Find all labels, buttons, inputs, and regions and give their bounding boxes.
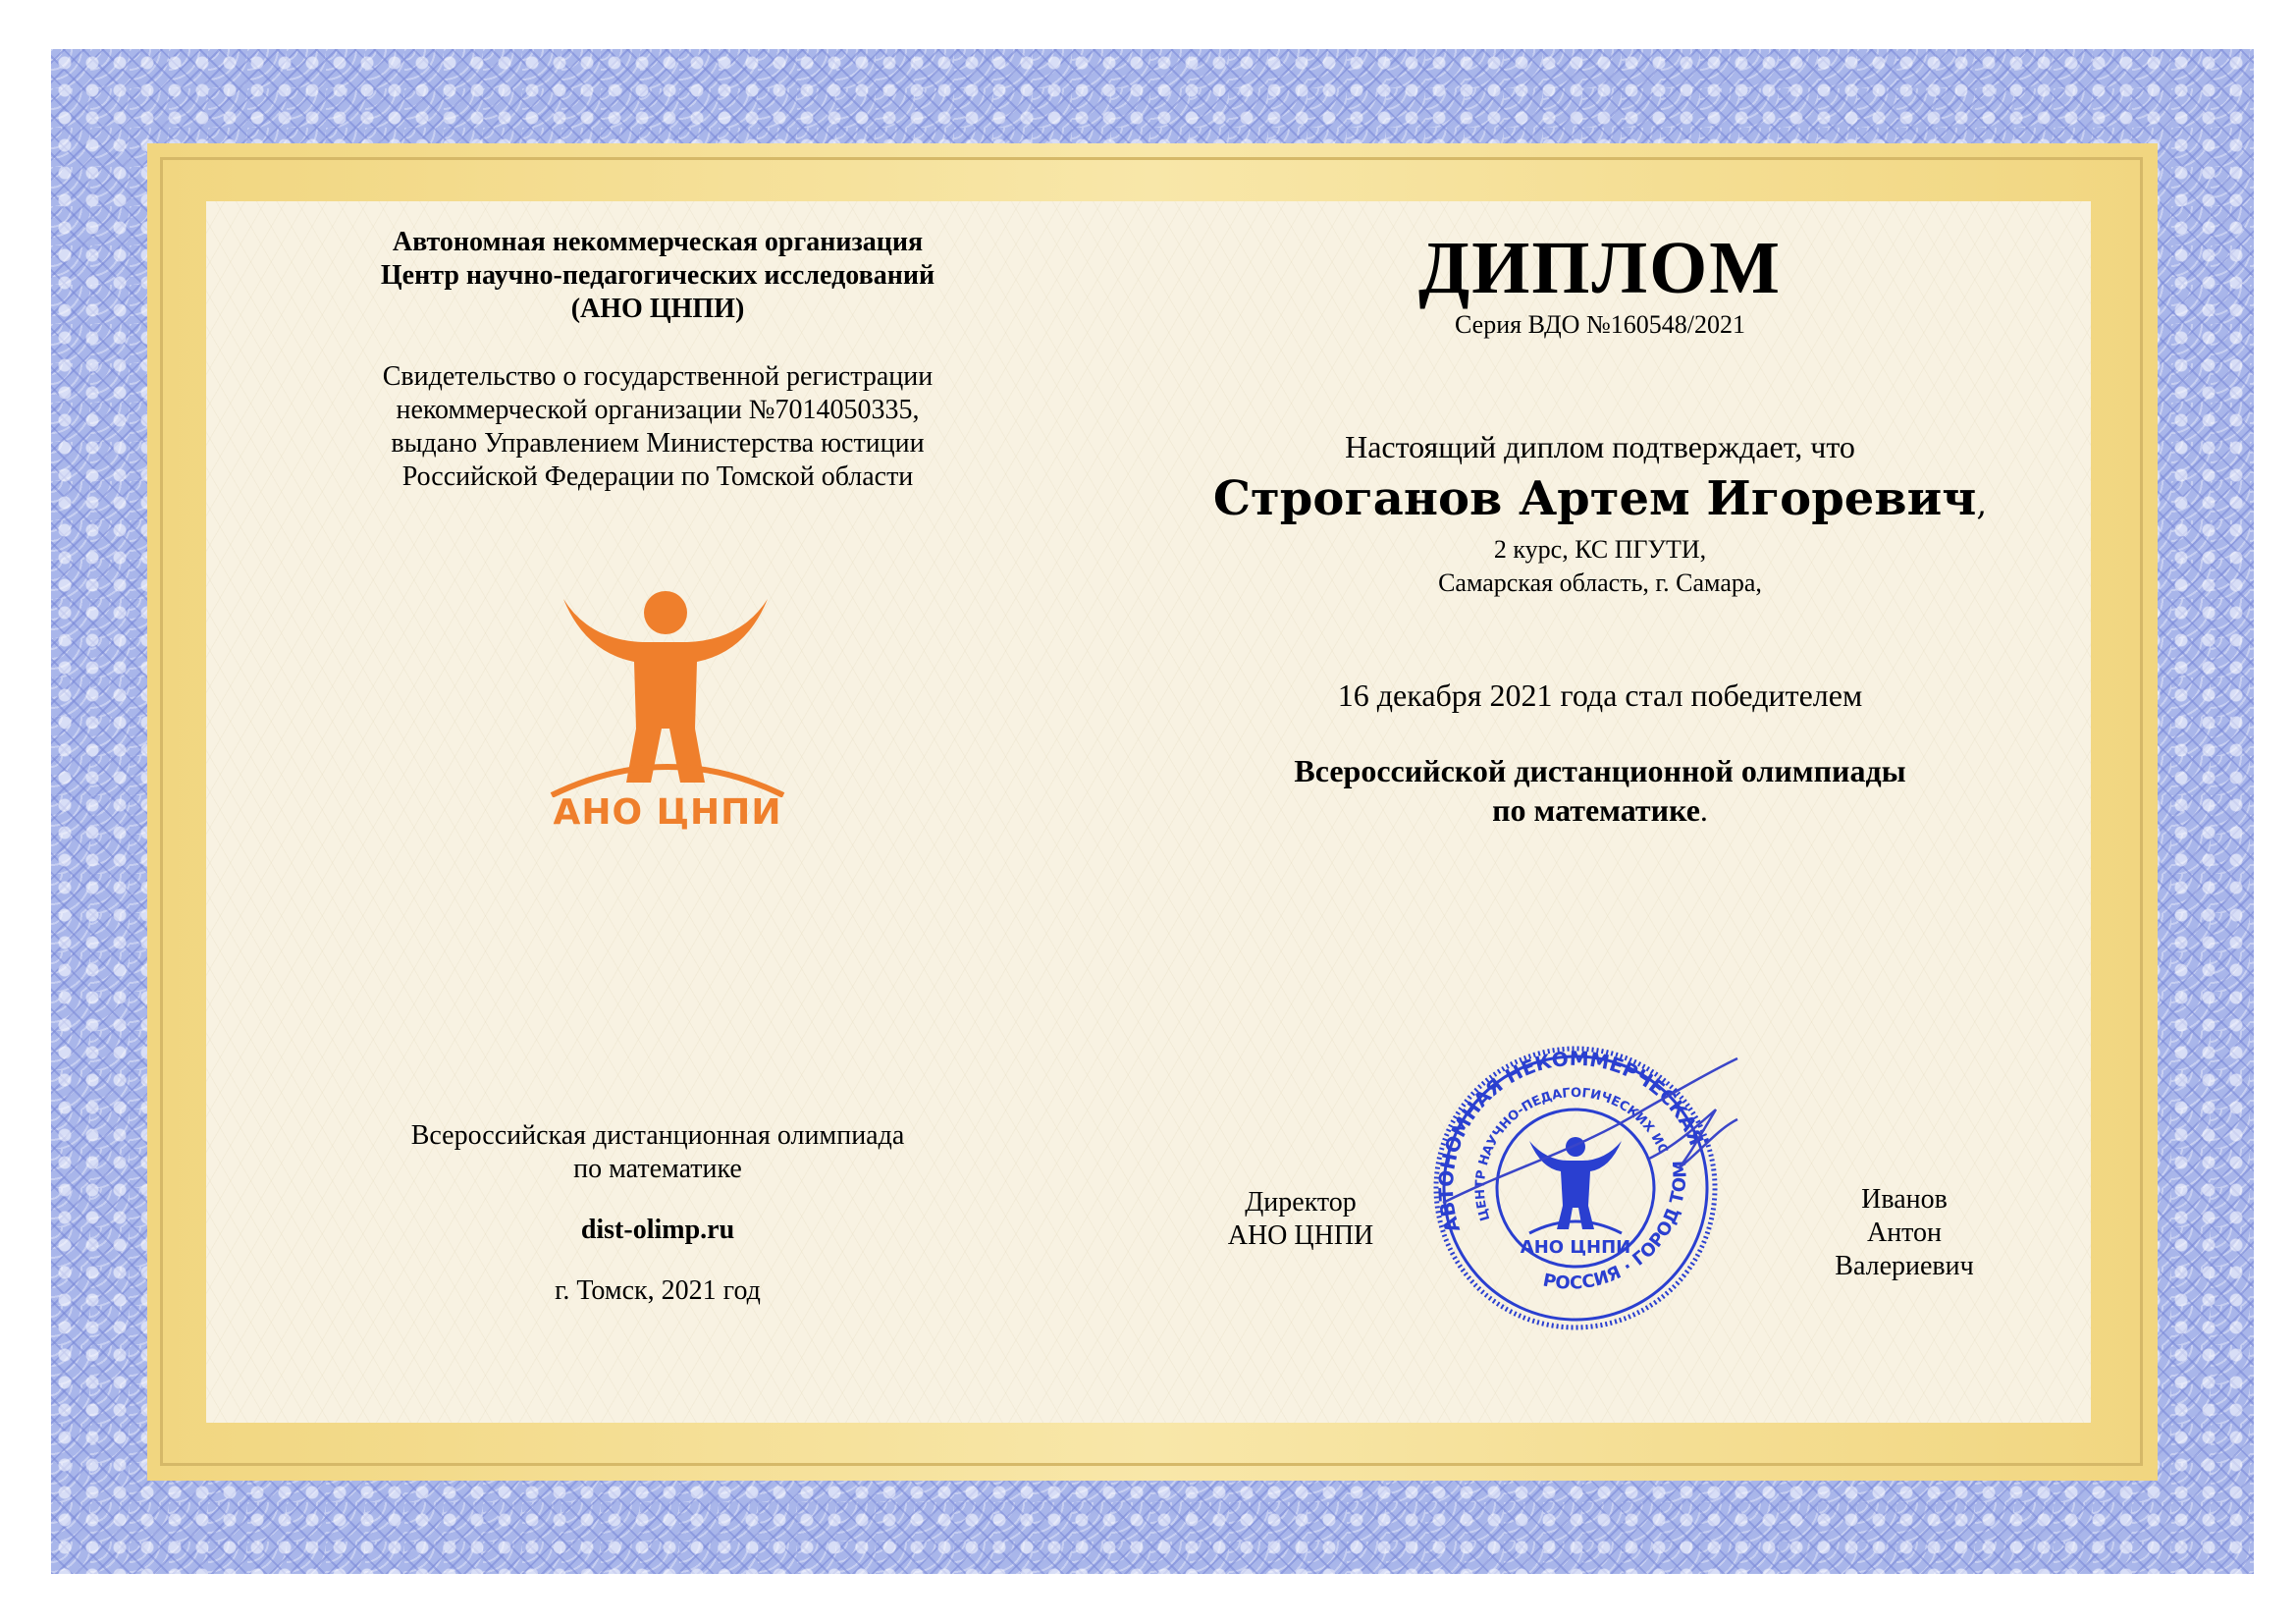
stamp-logo-text: АНО ЦНПИ [1520,1237,1631,1258]
recipient-course: 2 курс, КС ПГУТИ, [1493,535,1707,564]
diploma-content [1207,226,1993,830]
olympiad-info-block: Всероссийская дистанционная олимпиада по математике dist-olimp.ru г. Томск, 2021 год [294,1119,1021,1308]
person-arms-up-icon [550,581,785,797]
diploma-series: Серия ВДО №160548/2021 [1455,310,1745,339]
stamp-outer-text: АВТОНОМНАЯ НЕКОММЕРЧЕСКАЯ [1433,1046,1709,1236]
stamp-bottom-text: РОССИЯ · ГОРОД ТОМСК [1541,1160,1691,1294]
organization-block [294,226,1021,494]
logo-text: АНО ЦНПИ [553,792,782,833]
registration-info: Свидетельство о государственной регистрации некоммерческой организации №7014050335, выдано Управлением Министерства юстиции Российской Федерации по Томской области [382,361,934,492]
olympiad-name: Всероссийской дистанционной олимпиады по математике. [1294,753,1906,828]
director-title: Директор АНО ЦНПИ [1227,1187,1374,1251]
recipient-name: Строганов Артем Игоревич, [1212,471,1988,526]
official-stamp [1404,1031,1757,1345]
city-year: г. Томск, 2021 год [555,1275,761,1306]
organization-logo [550,581,785,837]
diploma-title: ДИПЛОМ [1418,227,1782,309]
stamp-inner-text: ЦЕНТР НАУЧНО-ПЕДАГОГИЧЕСКИХ ИССЛЕДОВАНИЙ [1472,1085,1671,1223]
organization-title: Автономная некоммерческая организация Центр научно-педагогических исследований (АНО ЦНПИ) [380,227,935,324]
event-text: 16 декабря 2021 года стал победителем [1337,677,1863,713]
stamp-figure-icon [1529,1137,1622,1233]
director-name: Иванов Антон Валериевич [1835,1184,1974,1281]
recipient-region: Самарская область, г. Самара, [1438,568,1762,597]
confirmation-text: Настоящий диплом подтверждает, что [1345,429,1855,464]
website: dist-olimp.ru [580,1215,735,1245]
